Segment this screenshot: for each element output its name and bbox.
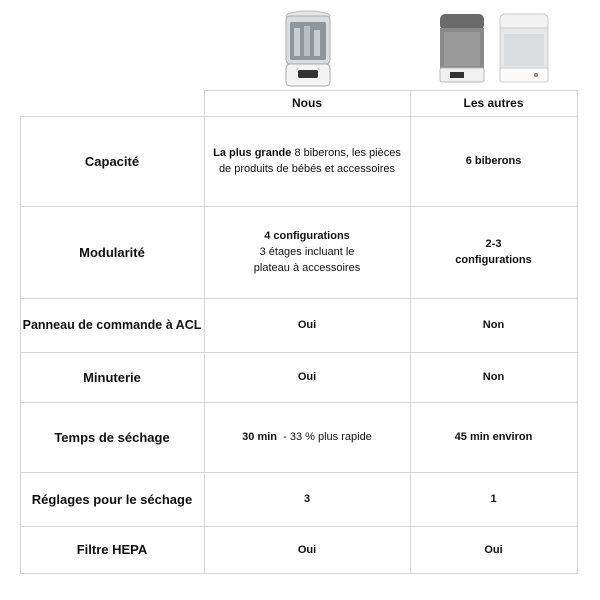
ours-capacity-bold: La plus grande: [213, 147, 292, 159]
ours-capacity-detail: 8 biberons, les pièces de produits de bébés et accessoires: [218, 147, 401, 175]
row-label-drying-settings: Réglages pour le séchage: [31, 491, 193, 507]
ours-modularity-bold: 4 configurations: [264, 230, 350, 242]
others-lcd-panel: Non: [482, 319, 505, 331]
ours-capacity: [204, 116, 410, 206]
row-label-hepa-filter: Filtre HEPA: [76, 542, 148, 557]
our-sterilizer-image: [280, 8, 336, 90]
ours-drying-time: [204, 402, 410, 472]
row-label-lcd-panel: Panneau de commande à ACL: [22, 318, 202, 332]
ours-drying-settings: 3: [303, 493, 311, 505]
others-drying-time: 45 min environ: [454, 431, 533, 443]
ours-modularity: [204, 206, 410, 298]
ours-drying-time-bold: 30 min: [242, 431, 278, 443]
other-sterilizer-image: [436, 12, 488, 84]
row-label-capacity: Capacité: [84, 153, 140, 169]
column-header-ours: Nous: [292, 96, 322, 110]
others-modularity: 2-3 configurations: [455, 238, 532, 266]
row-label-timer: Minuterie: [83, 369, 141, 385]
others-hepa-filter: Oui: [484, 543, 503, 556]
column-header-others: Les autres: [463, 96, 524, 110]
ours-lcd-panel: Oui: [297, 319, 317, 331]
ours-timer: Oui: [297, 371, 317, 383]
others-timer: Non: [482, 371, 505, 383]
ours-drying-time-detail: - 33 % plus rapide: [277, 431, 372, 443]
ours-hepa-filter: Oui: [297, 543, 317, 556]
others-drying-settings: 1: [490, 493, 497, 505]
other-sterilizer-image-2: [496, 12, 552, 84]
row-label-drying-time: Temps de séchage: [54, 429, 170, 445]
others-capacity: 6 biberons: [465, 155, 522, 167]
ours-modularity-detail: 3 étages incluant le plateau à accessoires: [253, 246, 361, 274]
row-label-modularity: Modularité: [79, 244, 145, 260]
